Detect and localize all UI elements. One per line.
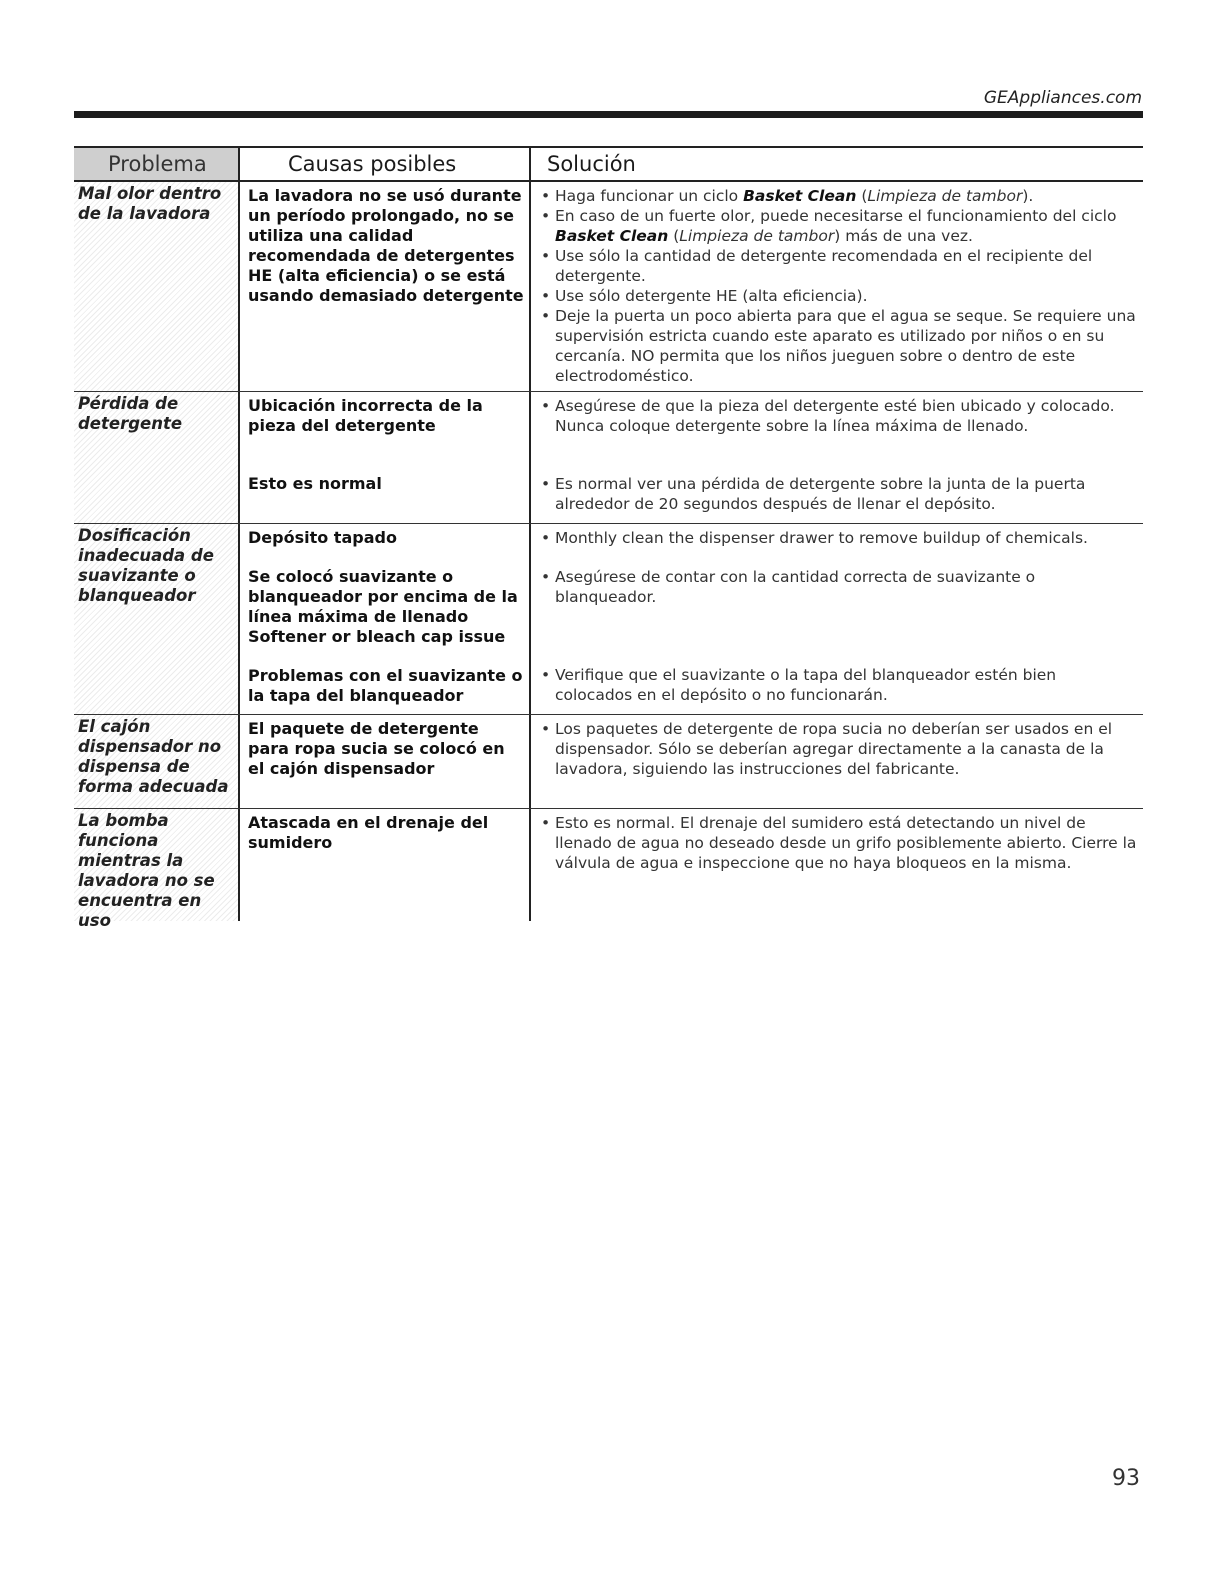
cause-text: Depósito tapado (248, 528, 397, 547)
site-url: GEAppliances.com (983, 88, 1142, 108)
table-row (74, 182, 1143, 392)
problem-cell: Pérdida de detergente (74, 392, 238, 523)
solution-text: Esto es normal. El drenaje del sumidero está detectando un nivel de llenado de agua no deseado desde un grifo posiblemente abierto. Cierre la válvula de agua e inspeccione que no haya bloqueos en la misma. (555, 814, 1137, 872)
solution-text: Use sólo detergente HE (alta eficiencia). (555, 287, 868, 305)
cause-text: Esto es normal (248, 474, 382, 493)
bullet-icon: • (541, 247, 551, 265)
solution-text: En caso de un fuerte olor, puede necesitarse el funcionamiento del ciclo (555, 207, 1117, 225)
solution-cell (529, 182, 1143, 391)
cause-text: Atascada en el drenaje del sumidero (248, 813, 489, 852)
solution-text: Es normal ver una pérdida de detergente sobre la junta de la puerta alrededor de 20 segundos después de llenar el depósito. (555, 475, 1086, 513)
solution-text: Asegúrese de que la pieza del detergente esté bien ubicado y colocado. Nunca coloque detergente sobre la línea máxima de llenado. (555, 397, 1115, 435)
table-header (74, 146, 1143, 182)
solution-bullet (541, 719, 1137, 779)
header-problem: Problema (74, 148, 238, 180)
cycle-translation: Limpieza de tambor (867, 187, 1023, 205)
cause-text: Problemas con el suavizante o la tapa del blanqueador (248, 666, 523, 705)
solution-cell (529, 715, 1143, 808)
solution-bullet (541, 306, 1137, 386)
solution-bullet (541, 286, 1137, 306)
solution-bullet (541, 474, 1137, 514)
bullet-icon: • (541, 529, 551, 547)
solution-bullet (541, 567, 1137, 665)
bullet-icon: • (541, 568, 551, 586)
cycle-translation: Limpieza de tambor (679, 227, 835, 245)
bullet-icon: • (541, 814, 551, 832)
bullet-icon: • (541, 307, 551, 325)
solution-cell (529, 392, 1143, 523)
solution-bullet (541, 528, 1137, 567)
solution-bullet (541, 206, 1137, 246)
problem-cell: Mal olor dentro de la lavadora (74, 182, 238, 391)
cause-text: Se colocó suavizante o blanqueador por encima de la línea máxima de llenado (248, 567, 518, 626)
table-row (74, 809, 1143, 930)
cause-cell (238, 809, 529, 921)
solution-bullet (541, 813, 1137, 873)
bullet-icon: • (541, 720, 551, 738)
bullet-icon: • (541, 475, 551, 493)
solution-bullet (541, 246, 1137, 286)
problem-cell: Dosificación inadecuada de suavizante o blanqueador (74, 524, 238, 714)
solution-text: Los paquetes de detergente de ropa sucia no deberían ser usados en el dispensador. Sólo se deberían agregar directamente a la canasta de la lavadora, siguiendo las instrucciones del fabricante. (555, 720, 1113, 778)
solution-text: ). (1022, 187, 1034, 205)
header-causes: Causas posibles (238, 148, 529, 180)
solution-text: ) más de una vez. (834, 227, 973, 245)
cause-cell (238, 182, 529, 391)
cycle-name: Basket Clean (743, 187, 857, 205)
cause-text: La lavadora no se usó durante un período prolongado, no se utiliza una calidad recomendada de detergentes HE (alta eficiencia) o se está usando demasiado detergente (248, 186, 524, 305)
bullet-icon: • (541, 207, 551, 225)
table-row (74, 524, 1143, 715)
bullet-icon: • (541, 187, 551, 205)
solution-cell (529, 809, 1143, 921)
bullet-icon: • (541, 666, 551, 684)
bullet-icon: • (541, 287, 551, 305)
header-rule (74, 111, 1143, 118)
table-row (74, 715, 1143, 809)
solution-cell (529, 524, 1143, 714)
table-row (74, 392, 1143, 524)
solution-bullet (541, 665, 1137, 705)
cause-cell (238, 392, 529, 523)
cycle-name: Basket Clean (555, 227, 669, 245)
problem-cell: El cajón dispensador no dispensa de forma adecuada (74, 715, 238, 808)
solution-text: Monthly clean the dispenser drawer to remove buildup of chemicals. (555, 529, 1088, 547)
solution-text: Verifique que el suavizante o la tapa del blanqueador estén bien colocados en el depósito o no funcionarán. (555, 666, 1057, 704)
cause-text: Softener or bleach cap issue (248, 627, 506, 646)
solution-text: Deje la puerta un poco abierta para que el agua se seque. Se requiere una supervisión estricta cuando este aparato es utilizado por niños o en su cercanía. NO permita que los niños jueguen sobre o dentro de este electrodoméstico. (555, 307, 1136, 385)
solution-text: Use sólo la cantidad de detergente recomendada en el recipiente del detergente. (555, 247, 1093, 285)
solution-bullet (541, 396, 1137, 474)
solution-text: Asegúrese de contar con la cantidad correcta de suavizante o blanqueador. (555, 568, 1036, 606)
problem-cell: La bomba funciona mientras la lavadora no se encuentra en uso (74, 809, 238, 921)
cause-text: El paquete de detergente para ropa sucia se colocó en el cajón dispensador (248, 719, 505, 778)
troubleshooting-table (74, 146, 1143, 930)
page-number: 93 (1112, 1466, 1140, 1491)
cause-cell (238, 715, 529, 808)
cause-cell (238, 524, 529, 714)
solution-text: ( (856, 187, 868, 205)
cause-text: Ubicación incorrecta de la pieza del detergente (248, 396, 483, 435)
solution-bullet (541, 186, 1137, 206)
solution-text: Haga funcionar un ciclo (555, 187, 744, 205)
bullet-icon: • (541, 397, 551, 415)
solution-text: ( (668, 227, 680, 245)
header-solution: Solución (529, 148, 1143, 180)
